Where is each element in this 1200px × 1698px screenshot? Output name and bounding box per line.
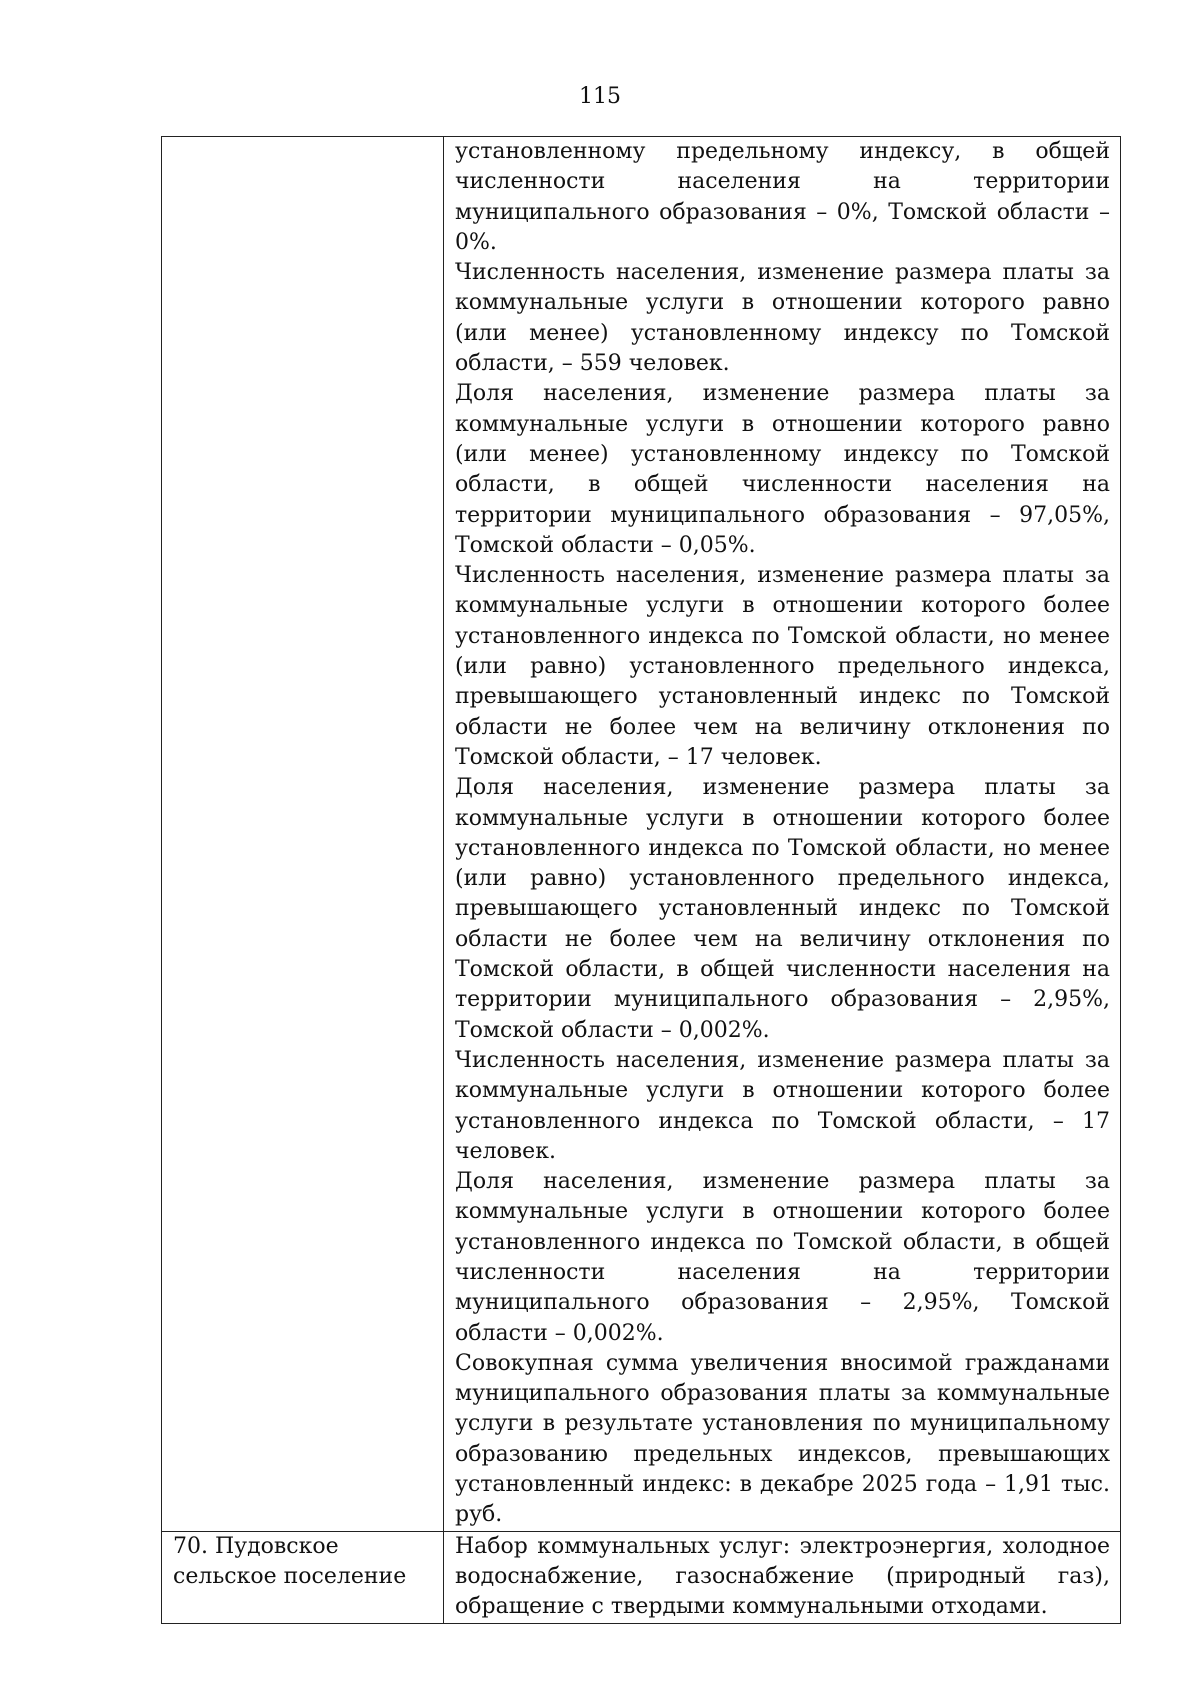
municipality-name-cell: 70. Пудовское сельское поселение — [162, 1531, 444, 1623]
paragraph: Доля населения, изменение размера платы за коммунальные услуги в отношении которого более установленного индекса по Томской области, в общей численности населения на территории муниципального образования – 2,95%, Томской области – 0,002%. — [455, 1169, 1110, 1346]
paragraph: Доля населения, изменение размера платы за коммунальные услуги в отношении которого более установленного индекса по Томской области, но менее (или равно) установленного предельного индекса, превышающего установленный индекс по Томской области не более чем на величину отклонения по Томской области, в общей численности населения на территории муниципального образования – 2,95%, Томской области – 0,002%. — [455, 775, 1110, 1043]
paragraph: Набор коммунальных услуг: электроэнергия, холодное водоснабжение, газоснабжение (природный газ), обращение с твердыми коммунальными отходами. — [455, 1533, 1110, 1620]
indicators-cell — [444, 1531, 1121, 1623]
table-row — [162, 1531, 1121, 1623]
paragraph: Численность населения, изменение размера платы за коммунальные услуги в отношении которого более установленного индекса по Томской области, – 17 человек. — [455, 1047, 1110, 1164]
table-row — [162, 137, 1121, 1532]
municipality-table — [161, 136, 1121, 1624]
paragraph: Доля населения, изменение размера платы за коммунальные услуги в отношении которого равно (или менее) установленному индексу по Томской области, в общей численности населения на территории муниципального образования – 97,05%, Томской области – 0,05%. — [455, 381, 1110, 558]
municipality-name-cell — [162, 137, 444, 1532]
paragraph: Численность населения, изменение размера платы за коммунальные услуги в отношении которого равно (или менее) установленному индексу по Томской области, – 559 человек. — [455, 260, 1110, 377]
paragraph: Численность населения, изменение размера платы за коммунальные услуги в отношении которого более установленного индекса по Томской области, но менее (или равно) установленного предельного индекса, превышающего установленный индекс по Томской области не более чем на величину отклонения по Томской области, – 17 человек. — [455, 563, 1110, 770]
indicators-cell — [444, 137, 1121, 1532]
paragraph: установленному предельному индексу, в общей численности населения на территории муниципального образования – 0%, Томской области – 0%. — [455, 139, 1110, 255]
page-number: 115 — [579, 84, 621, 109]
paragraph: Совокупная сумма увеличения вносимой гражданами муниципального образования платы за коммунальные услуги в результате установления по муниципальному образованию предельных индексов, превышающих установленный индекс: в декабре 2025 года – 1,91 тыс. руб. — [455, 1350, 1110, 1528]
